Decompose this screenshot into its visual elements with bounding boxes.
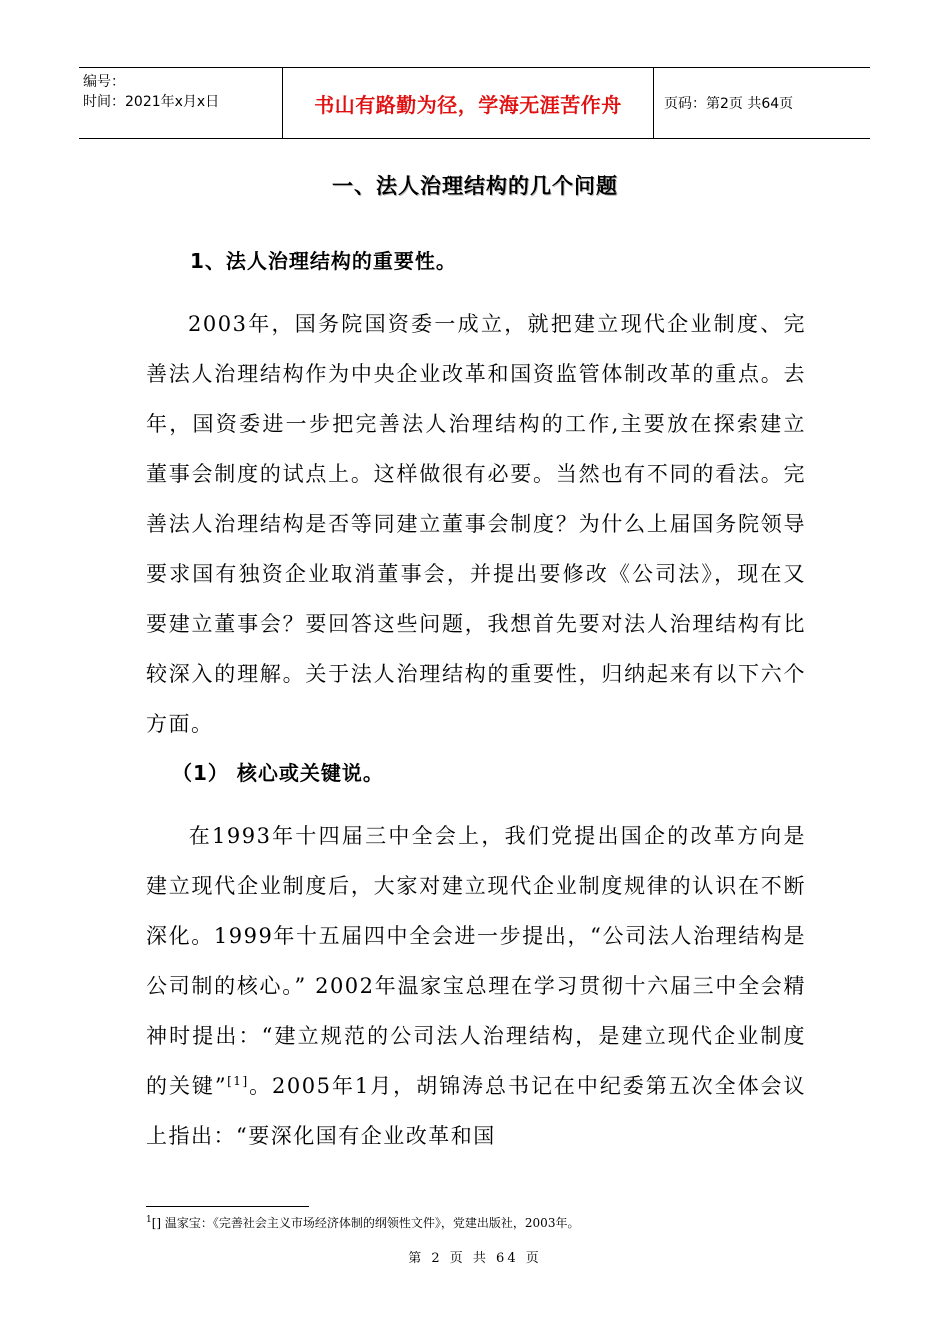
page-footer: 第 2 页 共 64 页 — [408, 1251, 542, 1266]
footnote-text: [] 温家宝：《完善社会主义市场经济体制的纲领性文件》，党建出版社，2003年。 — [151, 1216, 580, 1230]
number-label: 编号： — [83, 74, 125, 90]
time-label: 时间：2021年x月x日 — [83, 94, 220, 110]
footnote-reference[interactable]: [1] — [227, 1074, 249, 1088]
subsection-paragraph-text-a: 在1993年十四届三中全会上，我们党提出国企的改革方向是建立现代企业制度后，大家对建立现代企业制度规律的认识在不断深化。1999年十五届四中全会进一步提出，“公司法人治理结构是公司制的核心。” 2002年温家宝总理在学习贯彻十六届三中全会精神时提出：“建立规范的公司法人治理结构，是建立现代企业制度的关键” — [146, 824, 806, 1098]
header-page-info: 页码：第2页 共64页 — [664, 96, 794, 112]
header-motto: 书山有路勤为径，学海无涯苦作舟 — [282, 68, 654, 138]
subsection-paragraph-text-b: 。2005年1月，胡锦涛总书记在中纪委第五次全体会议上指出：“要深化国有企业改革和国 — [146, 1074, 806, 1148]
section-heading: 1、法人治理结构的重要性。 — [190, 249, 457, 273]
footnote — [146, 1211, 579, 1232]
footnote-marker: 1 — [146, 1215, 152, 1225]
page-title: 一、法人治理结构的几个问题 — [332, 174, 618, 198]
document-header — [79, 67, 870, 139]
section-paragraph — [146, 299, 806, 749]
subsection-paragraph — [146, 811, 806, 1161]
header-meta — [79, 68, 282, 138]
subsection-heading: （1） 核心或关键说。 — [172, 761, 384, 785]
section-paragraph-text: 2003年，国务院国资委一成立，就把建立现代企业制度、完善法人治理结构作为中央企业改革和国资监管体制改革的重点。去年，国资委进一步把完善法人治理结构的工作,主要放在探索建立董事会制度的试点上。这样做很有必要。当然也有不同的看法。完善法人治理结构是否等同建立董事会制度？为什么上届国务院领导要求国有独资企业取消董事会，并提出要修改《公司法》，现在又要建立董事会？要回答这些问题，我想首先要对法人治理结构有比较深入的理解。关于法人治理结构的重要性，归纳起来有以下六个方面。 — [146, 312, 806, 736]
footnote-divider — [146, 1206, 309, 1207]
